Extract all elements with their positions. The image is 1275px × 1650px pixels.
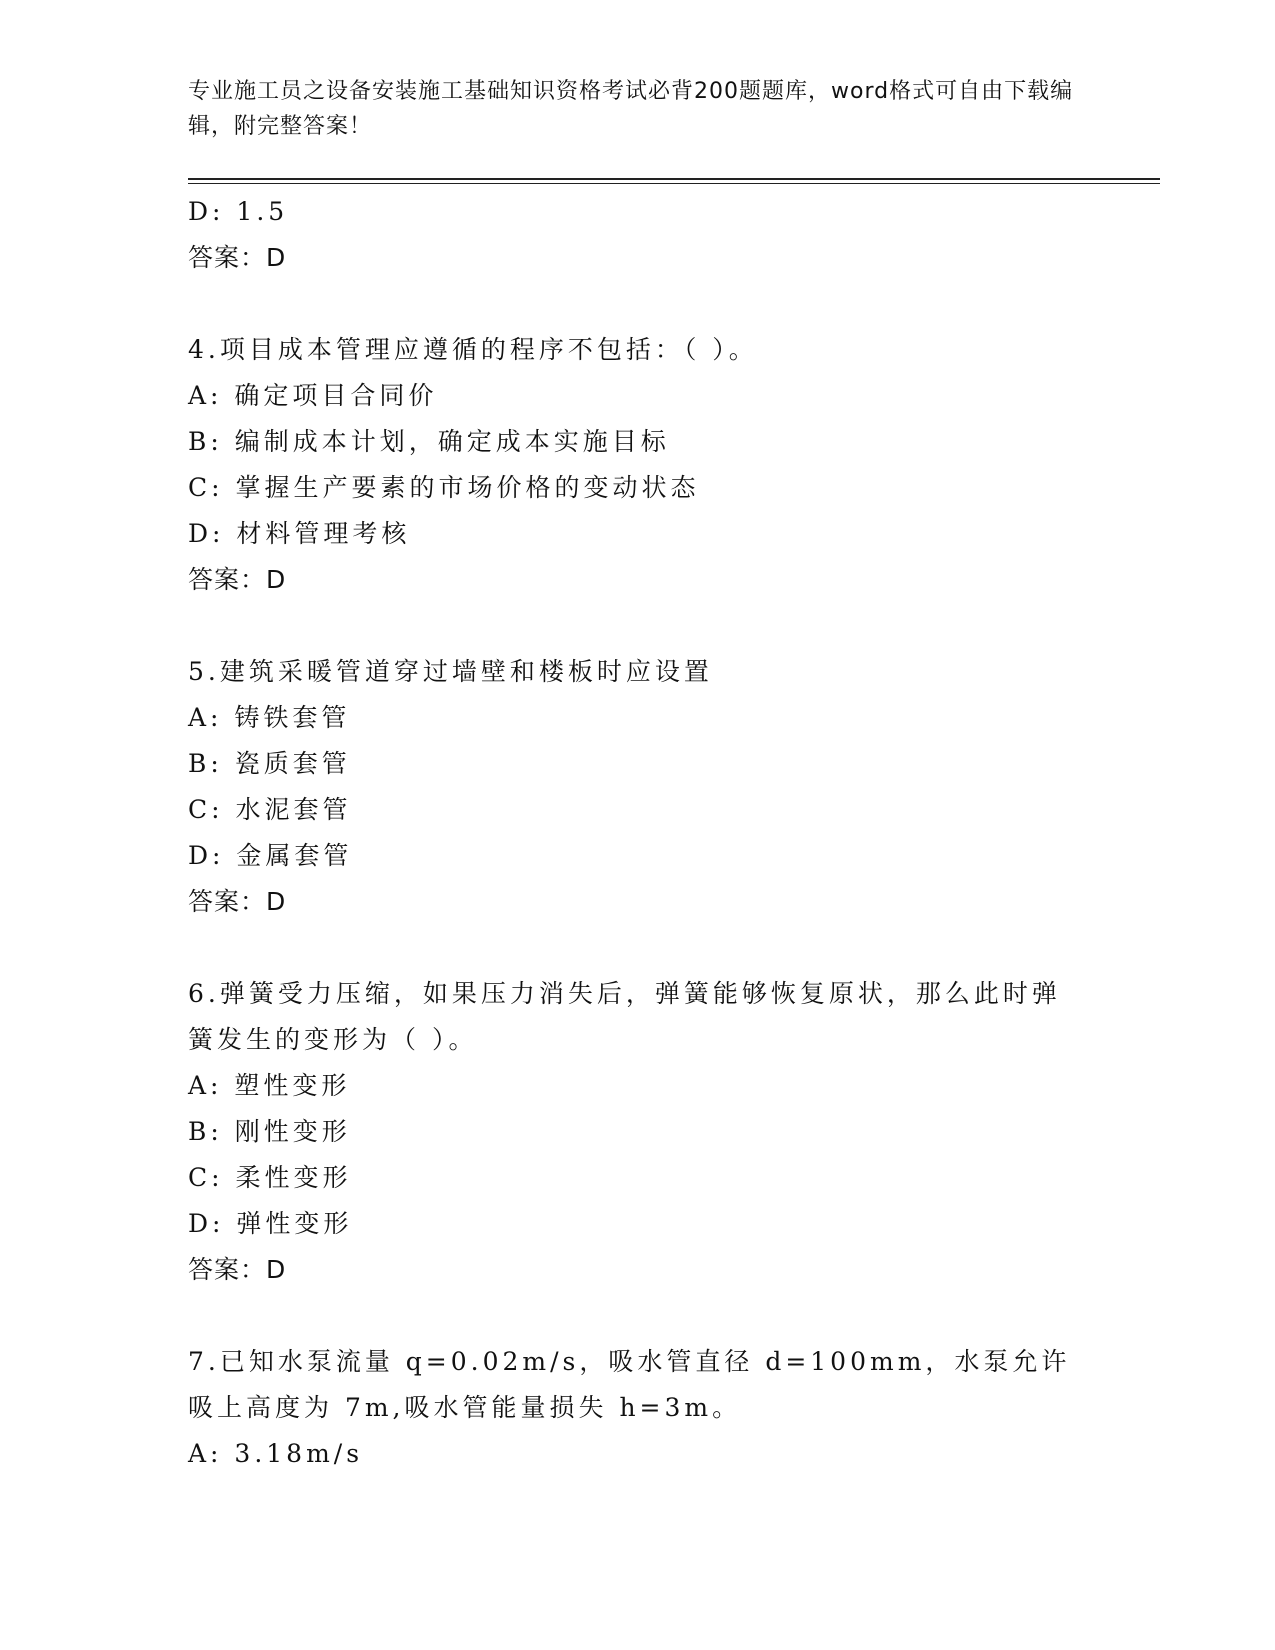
option-d: D: 金属套管 [188,841,353,870]
question-stem: 7.已知水泵流量 q=0.02m/s，吸水管直径 d=100mm，水泵允许吸上高度为 7m,吸水管能量损失 h=3m。 [188,1347,1071,1422]
option-d: D: 1.5 [188,197,289,226]
option-a: A: 确定项目合同价 [188,381,438,410]
question-stem: 5.建筑采暖管道穿过墙壁和楼板时应设置 [188,657,713,686]
spacer [188,925,1088,971]
option-b: B: 刚性变形 [188,1117,351,1146]
option-c: C: 柔性变形 [188,1163,352,1192]
option-b: B: 编制成本计划，确定成本实施目标 [188,427,670,456]
option-a: A: 铸铁套管 [188,703,351,732]
question-list [188,189,1088,1477]
header-divider-thin [188,183,1160,184]
spacer [188,1293,1088,1339]
answer-line: 答案：D [188,243,287,272]
question-stem: 4.项目成本管理应遵循的程序不包括：（ ）。 [188,335,758,364]
option-d: D: 弹性变形 [188,1209,353,1238]
question-stem: 6.弹簧受力压缩，如果压力消失后，弹簧能够恢复原状，那么此时弹簧发生的变形为（ ）。 [188,979,1061,1054]
option-a: A: 3.18m/s [188,1439,364,1468]
answer-line: 答案：D [188,887,287,916]
option-c: C: 掌握生产要素的市场价格的变动状态 [188,473,700,502]
option-c: C: 水泥套管 [188,795,352,824]
option-d: D: 材料管理考核 [188,519,411,548]
answer-line: 答案：D [188,565,287,594]
option-a: A: 塑性变形 [188,1071,351,1100]
spacer [188,281,1088,327]
option-b: B: 瓷质套管 [188,749,351,778]
document-header: 专业施工员之设备安装施工基础知识资格考试必背200题题库，word格式可自由下载编辑，附完整答案！ [188,79,1074,139]
header-divider-thick [188,178,1160,180]
spacer [188,603,1088,649]
answer-line: 答案：D [188,1255,287,1284]
